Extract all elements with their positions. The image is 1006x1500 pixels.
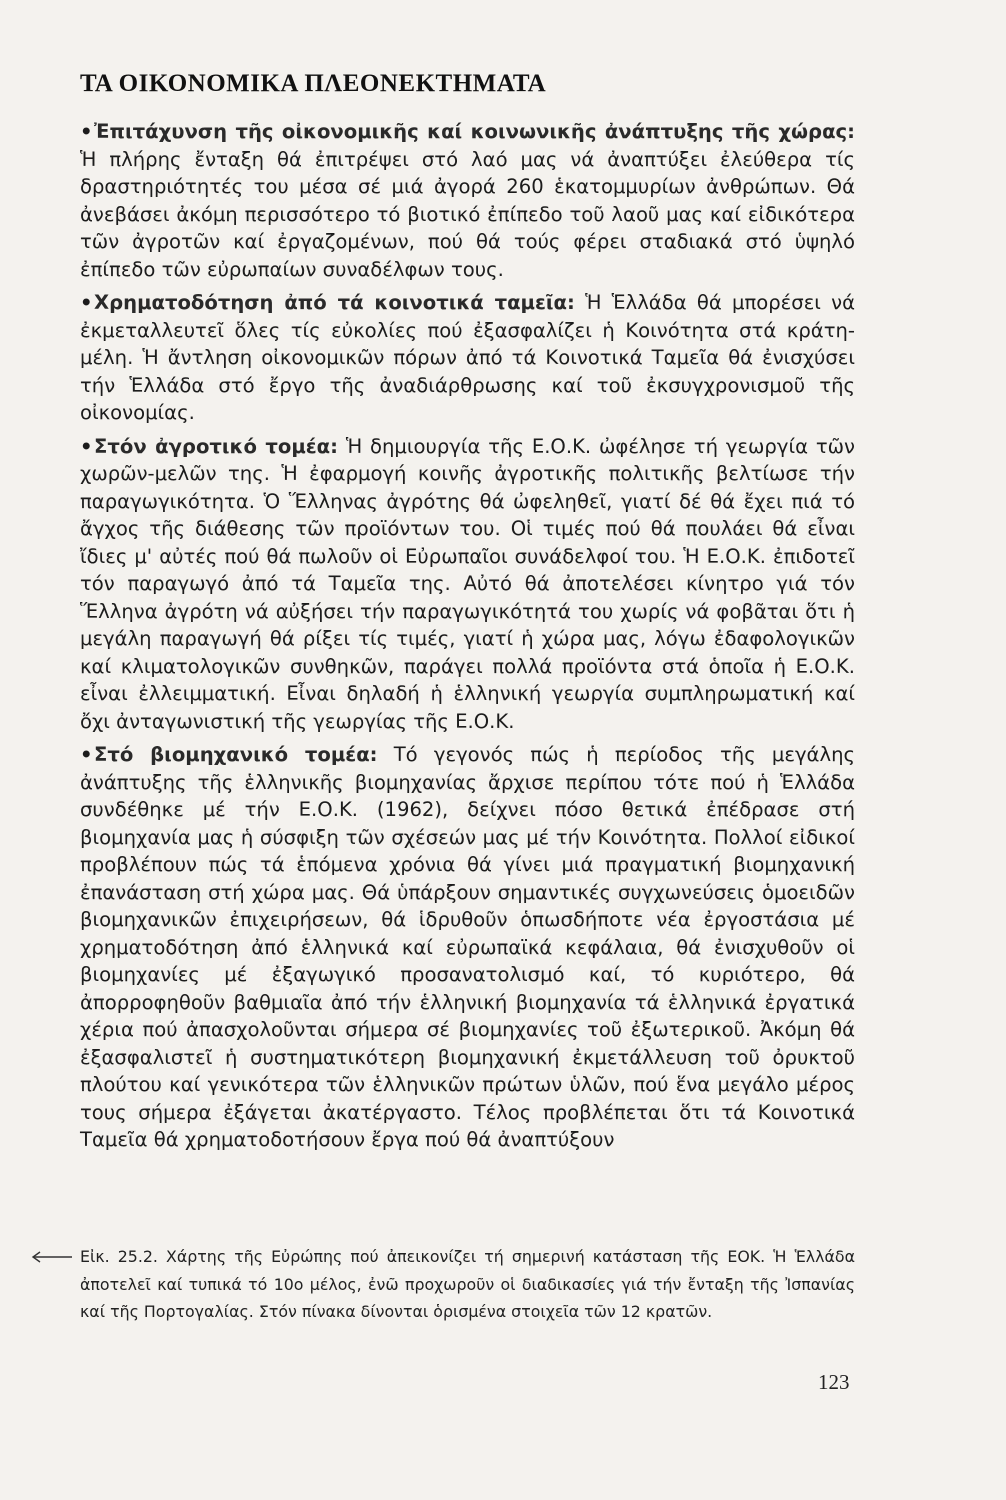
section-body: Ἡ Ἑλλάδα θά μπορέσει νά ἐκμεταλλευτεῖ ὅλες τίς εὐκολίες πού ἐξασφαλίζει ἡ Κοινότητα στά κράτη-μέλη. Ἡ ἄντληση οἰκονομικῶν πόρων ἀπό τά Κοινοτικά Ταμεῖα θά ἐνισχύσει τήν Ἑλλάδα στό ἔργο τῆς ἀναδιάρθρωσης καί τοῦ ἐκσυγχρονισμοῦ τῆς οἰκονομίας.: [80, 291, 856, 424]
bullet-icon: •: [80, 291, 93, 314]
figure-caption: [80, 1243, 855, 1326]
page-number: 123: [818, 1370, 850, 1394]
section-funding: [80, 289, 855, 427]
section-title: Στόν ἀγροτικό τομέα:: [94, 434, 338, 458]
page-heading: ΤΑ ΟΙΚΟΝΟΜΙΚΑ ΠΛΕΟΝΕΚΤΗΜΑΤΑ: [80, 70, 547, 97]
bullet-icon: •: [80, 743, 93, 766]
section-agriculture: [80, 433, 855, 736]
section-title: Στό βιομηχανικό τομέα:: [94, 743, 378, 766]
section-title: Ἐπιτάχυνση τῆς οἰκονομικῆς καί κοινωνικῆς ἀνάπτυξης τῆς χώρας:: [94, 120, 855, 143]
section-industry: [80, 741, 855, 1154]
caption-text: Εἰκ. 25.2. Χάρτης τῆς Εὐρώπης πού ἀπεικονίζει τή σημερινή κατάσταση τῆς ΕΟΚ. Ἡ Ἑλλάδα ἀποτελεῖ καί τυπικά τό 10ο μέλος, ἐνῶ προχωροῦν οἱ διαδικασίες γιά τήν ἔνταξη τῆς Ἰσπανίας καί τῆς Πορτογαλίας. Στόν πίνακα δίνονται ὁρισμένα στοιχεῖα τῶν 12 κρατῶν.: [80, 1247, 855, 1321]
section-body: Ἡ δημιουργία τῆς Ε.Ο.Κ. ὠφέλησε τή γεωργία τῶν χωρῶν-μελῶν της. Ἡ ἐφαρμογή κοινῆς ἀγροτικῆς πολιτικῆς βελτίωσε τήν παραγωγικότητα. Ὁ Ἕλληνας ἀγρότης θά ὠφεληθεῖ, γιατί δέ θά ἔχει πιά τό ἄγχος τῆς διάθεσης τῶν προϊόντων του. Οἱ τιμές πού θά πουλάει θά εἶναι ἴδιες μ' αὐτές πού θά πωλοῦν οἱ Εὐρωπαῖοι συνάδελφοί του. Ἡ Ε.Ο.Κ. ἐπιδοτεῖ τόν παραγωγό ἀπό τά Ταμεῖα της. Αὐτό θά ἀποτελέσει κίνητρο γιά τόν Ἕλληνα ἀγρότη νά αὐξήσει τήν παραγωγικότητά του χωρίς νά φοβᾶται ὅτι ἡ μεγάλη παραγωγή θά ρίξει τίς τιμές, γιατί ἡ χώρα μας, λόγω ἐδαφολογικῶν καί κλιματολογικῶν συνθηκῶν, παράγει πολλά προϊόντα στά ὁποῖα ἡ Ε.Ο.Κ. εἶναι ἐλλειμματική. Εἶναι δηλαδή ἡ ἑλληνική γεωργία συμπληρωματική καί ὄχι ἀνταγωνιστική τῆς γεωργίας τῆς Ε.Ο.Κ.: [80, 434, 855, 733]
section-body: Ἡ πλήρης ἔνταξη θά ἐπιτρέψει στό λαό μας νά ἀναπτύξει ἐλεύθερα τίς δραστηριότητές του μέσα σέ μιά ἀγορά 260 ἑκατομμυρίων ἀνθρώπων. Θά ἀνεβάσει ἀκόμη περισσότερο τό βιοτικό ἐπίπεδο τοῦ λαοῦ μας καί εἰδικότερα τῶν ἀγροτῶν καί ἐργαζομένων, πού θά τούς φέρει σταδιακά στό ὑψηλό ἐπίπεδο τῶν εὐρωπαίων συναδέλφων τους.: [80, 147, 855, 281]
arrow-left-icon: [30, 1251, 72, 1263]
section-body: Τό γεγονός πώς ἡ περίοδος τῆς μεγάλης ἀνάπτυξης τῆς ἑλληνικῆς βιομηχανίας ἄρχισε περίπου τότε πού ἡ Ἑλλάδα συνδέθηκε μέ τήν Ε.Ο.Κ. (1962), δείχνει πόσο θετικά ἐπέδρασε στή βιομηχανία μας ἡ σύσφιξη τῶν σχέσεών μας μέ τήν Κοινότητα. Πολλοί εἰδικοί προβλέπουν πώς τά ἑπόμενα χρόνια θά γίνει μιά πραγματική βιομηχανική ἐπανάσταση στή χώρα μας. Θά ὑπάρξουν σημαντικές συγχωνεύσεις ὁμοειδῶν βιομηχανικῶν ἐπιχειρήσεων, θά ἱδρυθοῦν ὁπωσδήποτε νέα ἐργοστάσια μέ χρηματοδότηση ἀπό ἑλληνικά καί εὐρωπαϊκά κεφάλαια, θά ἐνισχυθοῦν οἱ βιομηχανίες μέ ἐξαγωγικό προσανατολισμό καί, τό κυριότερο, θά ἀπορροφηθοῦν βαθμιαῖα ἀπό τήν ἑλληνική βιομηχανία τά ἑλληνικά ἐργατικά χέρια πού ἀπασχολοῦνται σήμερα σέ βιομηχανίες τοῦ ἐξωτερικοῦ. Ἀκόμη θά ἐξασφαλιστεῖ ἡ συστηματικότερη βιομηχανική ἐκμετάλλευση τοῦ ὀρυκτοῦ πλούτου καί γενικότερα τῶν ἑλληνικῶν πρώτων ὑλῶν, πού ἕνα μεγάλο μέρος τους σήμερα ἐξάγεται ἀκατέργαστο. Τέλος προβλέπεται ὅτι τά Κοινοτικά Ταμεῖα θά χρηματοδοτήσουν ἔργα πού θά ἀναπτύξουν: [80, 743, 855, 1151]
bullet-icon: •: [80, 120, 93, 143]
body-text: [80, 118, 855, 1160]
section-acceleration: [80, 118, 855, 283]
section-title: Χρηματοδότηση ἀπό τά κοινοτικά ταμεῖα:: [94, 291, 575, 314]
bullet-icon: •: [80, 434, 93, 458]
